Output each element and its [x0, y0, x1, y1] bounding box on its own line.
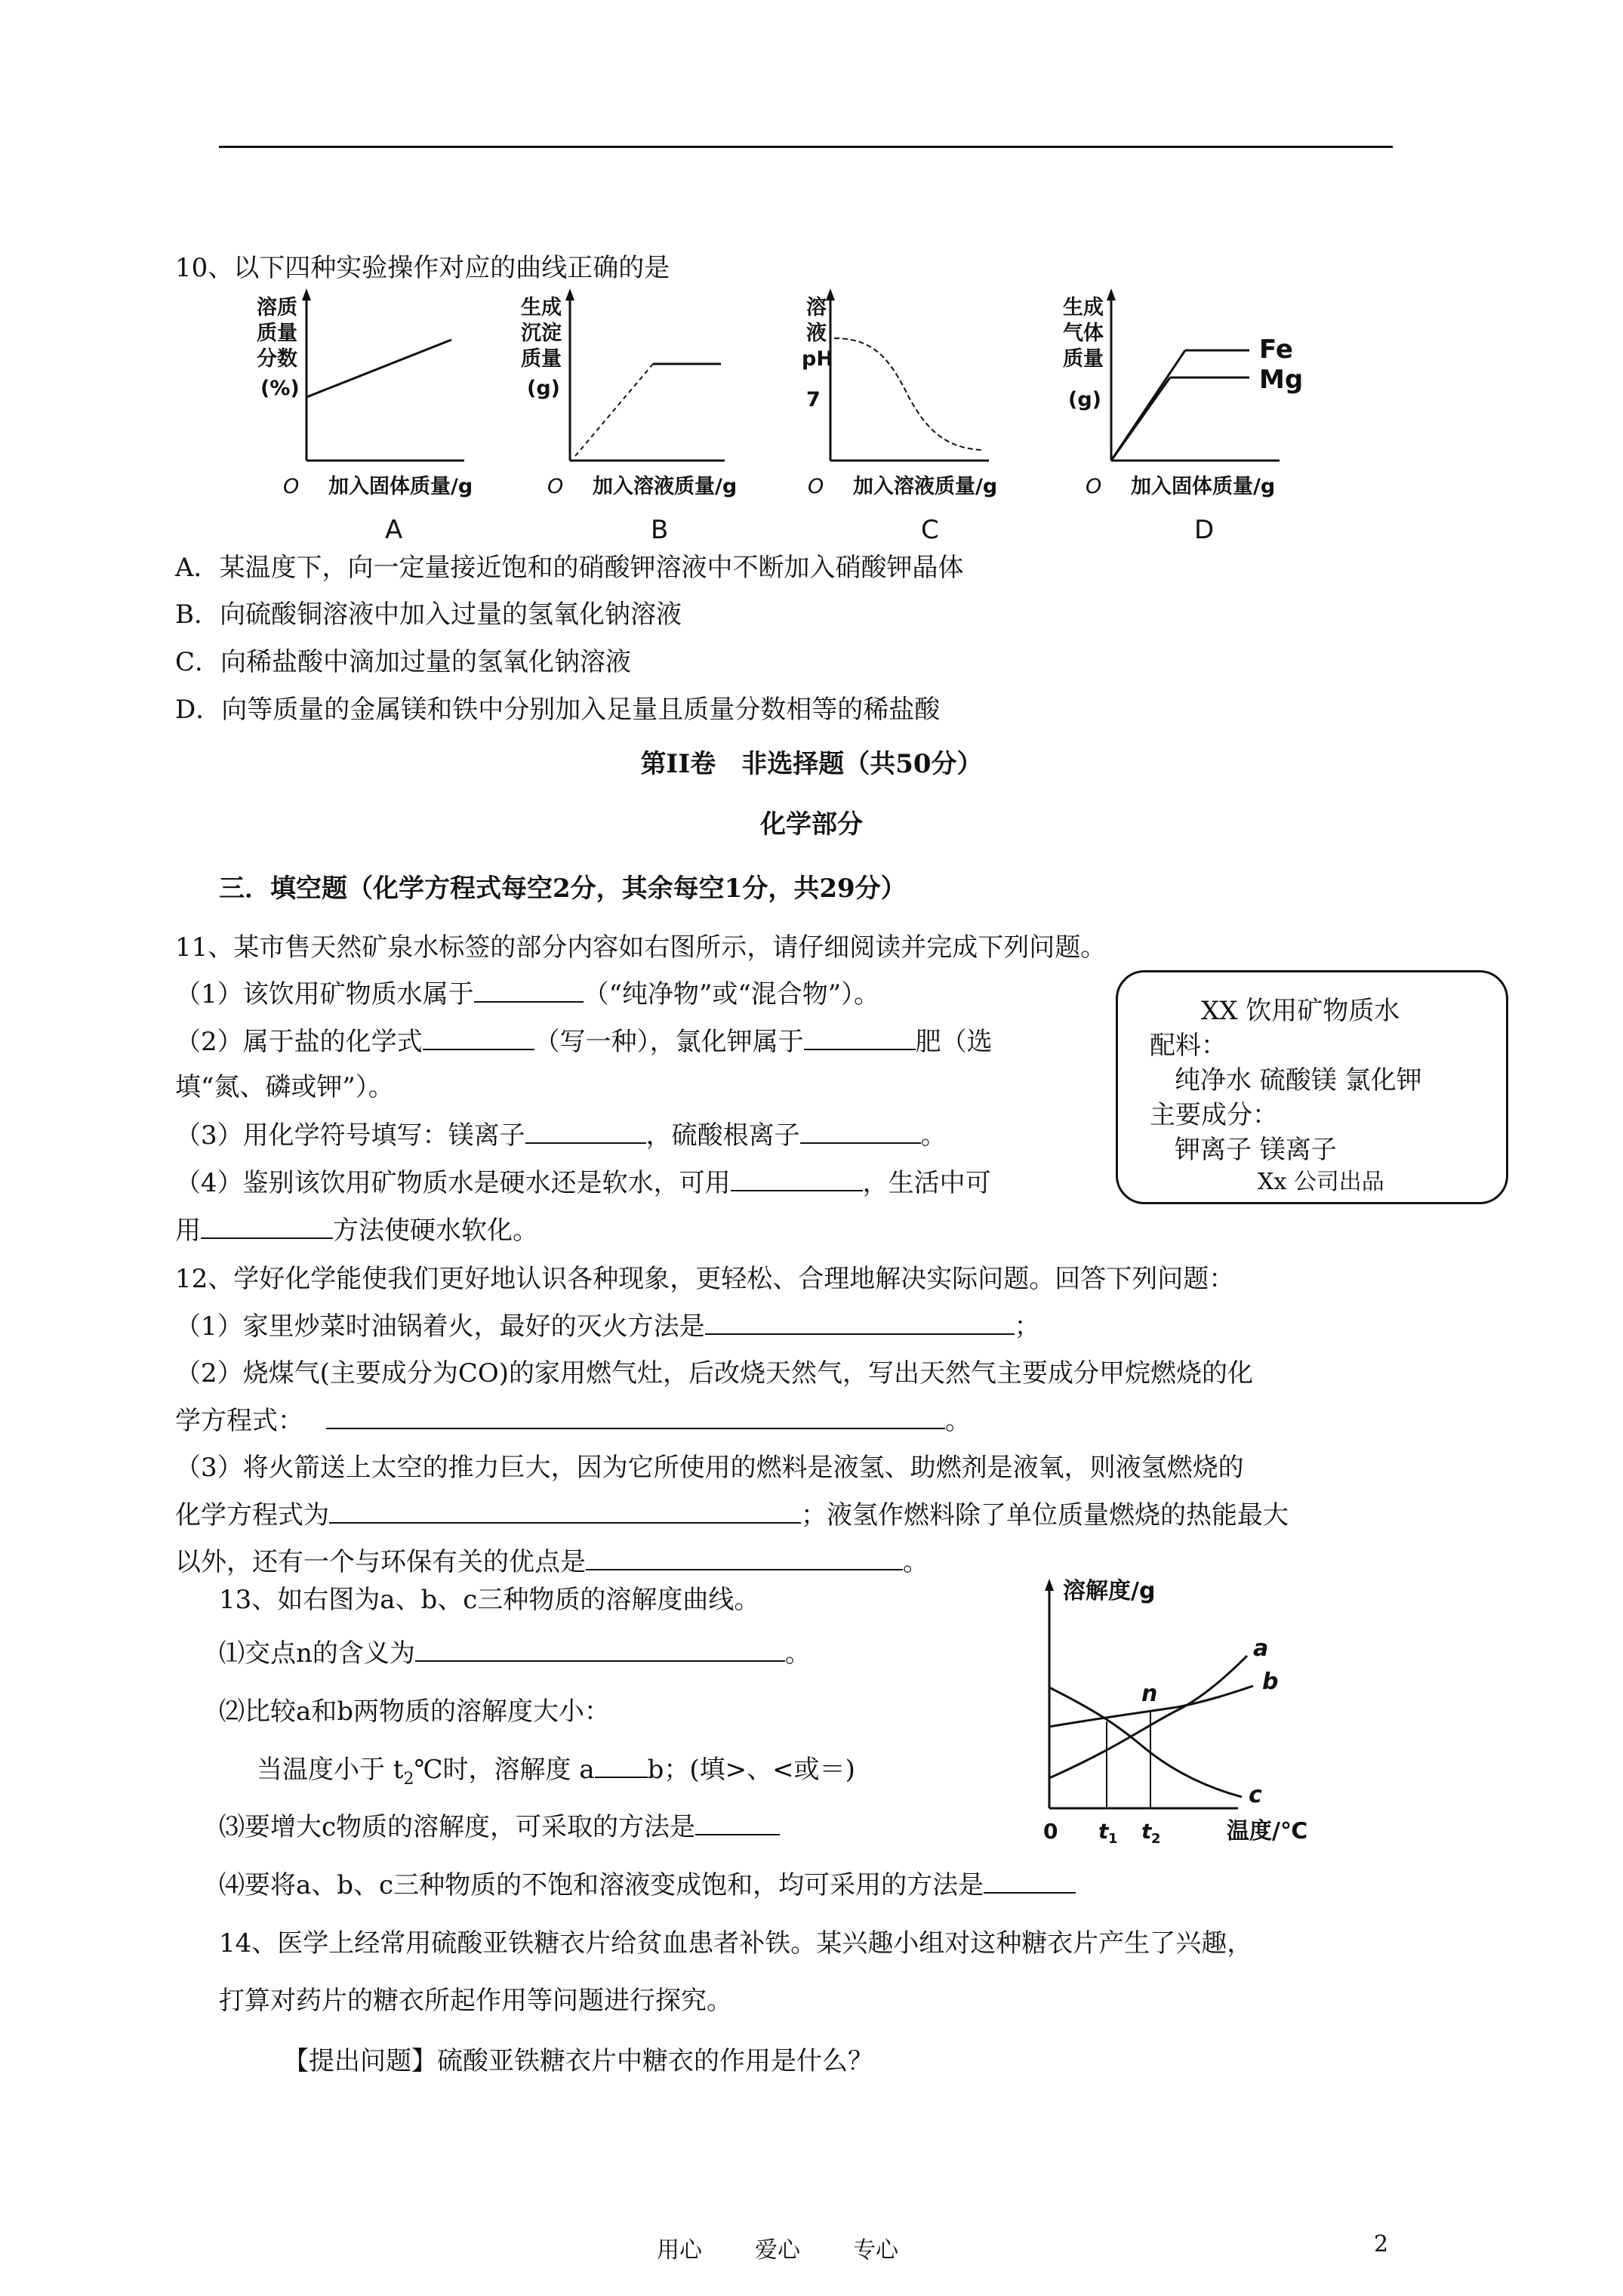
graph-b-ylabel-4: (g)	[527, 377, 561, 400]
label-ingredients-title: 配料：	[1150, 1031, 1227, 1061]
graph-c-ylabel-2: 液	[806, 322, 827, 345]
q11-part4-cont	[175, 1214, 538, 1247]
q12-part1-b: ；	[1014, 1311, 1040, 1342]
q11-blank-4[interactable]	[525, 1120, 646, 1144]
q11-part2-b: （写一种），氯化钾属于	[534, 1027, 804, 1057]
graph-a	[257, 288, 473, 545]
q10-option-b: B．向硫酸铜溶液中加入过量的氢氧化钠溶液	[175, 599, 682, 630]
graph-b-ylabel-3: 质量	[521, 347, 562, 371]
tick-t2: t	[1141, 1819, 1152, 1844]
graph-a-ylabel-1: 溶质	[257, 296, 297, 319]
graph-c-ylabel-1: 溶	[806, 296, 827, 319]
q11-part4-b: ，生活中可	[862, 1168, 991, 1198]
graph-c	[802, 288, 997, 545]
q13-part2: ⑵比较a和b两物质的溶解度大小：	[219, 1697, 611, 1727]
footer-motto-3: 专心	[853, 2237, 898, 2264]
q13-part2-c: b；(填>、<或＝)	[647, 1755, 855, 1785]
graph-b-ylabel-2: 沉淀	[521, 322, 562, 345]
q12-part1-a: （1）家里炒菜时油锅着火，最好的灭火方法是	[175, 1311, 705, 1342]
solubility-origin: 0	[1043, 1819, 1058, 1844]
q11-part3	[175, 1119, 947, 1152]
q11-part4-d: 方法使硬水软化。	[333, 1216, 538, 1246]
graph-a-letter: A	[385, 515, 403, 545]
solubility-chart	[1027, 1574, 1344, 1846]
q12-part2: （2）烧煤气(主要成分为CO)的家用燃气灶，后改烧天然气，写出天然气主要成分甲烷燃烧的化	[175, 1358, 1254, 1388]
q11-part1-a: （1）该饮用矿物质水属于	[175, 979, 474, 1009]
q12-stem: 12、学好化学能使我们更好地认识各种现象，更轻松、合理地解决实际问题。回答下列问题：	[175, 1264, 1235, 1294]
q13-blank-2[interactable]	[595, 1754, 648, 1778]
q12-part3-e: 。	[903, 1547, 929, 1577]
q11-part4	[175, 1166, 991, 1200]
q10-option-d: D．向等质量的金属镁和铁中分别加入足量且质量分数相等的稀盐酸	[175, 695, 941, 725]
q13-blank-4[interactable]	[984, 1869, 1076, 1894]
q12-blank-3[interactable]	[329, 1499, 801, 1524]
q12-part3-d: 以外，还有一个与环保有关的优点是	[175, 1547, 586, 1577]
label-main: 钾离子 镁离子	[1175, 1135, 1337, 1165]
graph-a-ylabel-4: (%)	[260, 377, 300, 400]
q12-blank-2[interactable]	[326, 1405, 945, 1429]
footer-motto-1: 用心	[657, 2237, 702, 2264]
q11-part2-a: （2）属于盐的化学式	[175, 1027, 423, 1057]
graph-c-ylabel-4: 7	[806, 388, 821, 411]
graph-c-letter: C	[921, 515, 939, 545]
q12-part3: （3）将火箭送上太空的推力巨大，因为它所使用的燃料是液氢、助燃剂是液氧，则液氢燃烧的	[175, 1453, 1244, 1483]
graph-d-ylabel-3: 质量	[1063, 347, 1104, 371]
q13-part2-a: 当温度小于 t	[257, 1755, 404, 1785]
graph-d	[1063, 288, 1303, 545]
q12-part2-b: 学方程式：	[175, 1406, 303, 1436]
graph-d-origin: O	[1086, 475, 1102, 498]
footer-motto-2: 爱心	[755, 2237, 800, 2264]
graph-c-ylabel-3: pH	[802, 347, 833, 371]
q13-part3-a: ⑶要增大c物质的溶解度，可采取的方法是	[219, 1812, 696, 1842]
q11-blank-7[interactable]	[201, 1215, 333, 1239]
header-rule	[219, 146, 1393, 148]
q11-stem: 11、某市售天然矿泉水标签的部分内容如右图所示，请仔细阅读并完成下列问题。	[175, 932, 1107, 963]
graph-a-ylabel-3: 分数	[257, 347, 297, 371]
q10-option-a: A．某温度下，向一定量接近饱和的硝酸钾溶液中不断加入硝酸钾晶体	[175, 553, 964, 583]
q11-part4-a: （4）鉴别该饮用矿物质水是硬水还是软水，可用	[175, 1168, 731, 1198]
solubility-point-n: n	[1141, 1681, 1158, 1707]
graph-a-origin: O	[283, 475, 300, 498]
graph-d-curve-mg: Mg	[1259, 365, 1304, 395]
graph-d-ylabel-2: 气体	[1063, 322, 1104, 345]
part2-title: 第II卷 非选择题（共50分）	[640, 749, 983, 779]
graph-a-ylabel-2: 质量	[257, 322, 297, 345]
q13-part1-a: ⑴交点n的含义为	[219, 1638, 415, 1669]
label-main-title: 主要成分：	[1150, 1100, 1278, 1130]
q13-part2-cont	[257, 1753, 855, 1796]
q13-part4-a: ⑷要将a、b、c三种物质的不饱和溶液变成饱和，均可采用的方法是	[219, 1870, 984, 1900]
q11-blank-2[interactable]	[423, 1026, 534, 1050]
q11-part1	[175, 978, 879, 1011]
q13-part3	[219, 1811, 780, 1844]
graph-b	[521, 288, 737, 545]
q13-part4	[219, 1869, 1076, 1902]
q12-part2-c: 。	[945, 1406, 971, 1436]
graph-b-xlabel: 加入溶液质量/g	[593, 475, 738, 498]
q12-part3-cont2	[175, 1546, 929, 1579]
tick-t2-sub: 2	[1151, 1831, 1161, 1846]
q11-part1-b: （“纯净物”或“混合物”）。	[583, 979, 880, 1009]
solubility-xlabel: 温度/℃	[1227, 1818, 1308, 1845]
q14-stem-1: 14、医学上经常用硫酸亚铁糖衣片给贫血患者补铁。某兴趣小组对这种糖衣片产生了兴趣，	[219, 1928, 1253, 1959]
q11-part2-c: 肥（选	[915, 1027, 993, 1057]
graph-a-xlabel: 加入固体质量/g	[328, 475, 473, 498]
q14-stem-2: 打算对药片的糖衣所起作用等问题进行探究。	[219, 1986, 732, 2016]
curve-label-a: a	[1253, 1635, 1269, 1662]
q10-option-c: C．向稀盐酸中滴加过量的氢氧化钠溶液	[175, 647, 632, 677]
q12-part3-cont	[175, 1499, 1289, 1532]
graph-b-letter: B	[651, 515, 669, 545]
q11-blank-5[interactable]	[800, 1120, 921, 1144]
q10-stem: 10、以下四种实验操作对应的曲线正确的是	[175, 253, 670, 283]
curve-label-b: b	[1262, 1669, 1279, 1695]
part2-subtitle: 化学部分	[760, 809, 863, 840]
q11-part3-c: 。	[920, 1120, 947, 1151]
label-ingredients: 纯净水 硫酸镁 氯化钾	[1175, 1065, 1422, 1096]
graph-d-curve-fe: Fe	[1259, 334, 1293, 365]
graph-b-origin: O	[547, 475, 564, 498]
q11-part3-a: （3）用化学符号填写：镁离子	[175, 1120, 525, 1151]
graph-d-letter: D	[1194, 515, 1215, 545]
q10-graphs	[226, 285, 1344, 557]
q12-blank-1[interactable]	[705, 1311, 1015, 1335]
page-number: 2	[1374, 2231, 1389, 2257]
q13-part1	[219, 1637, 811, 1670]
label-title: XX 饮用矿物质水	[1201, 996, 1400, 1026]
graph-d-ylabel-1: 生成	[1063, 296, 1104, 319]
q11-part2-cont: 填“氮、磷或钾”）。	[175, 1072, 394, 1102]
graph-c-xlabel: 加入溶液质量/g	[853, 475, 998, 498]
q12-part3-c: ；液氢作燃料除了单位质量燃烧的热能最大	[801, 1500, 1289, 1530]
tick-t1-sub: 1	[1108, 1831, 1118, 1846]
q13-blank-3[interactable]	[695, 1811, 780, 1835]
graph-d-ylabel-4: (g)	[1068, 388, 1102, 411]
q12-part1	[175, 1310, 1040, 1343]
solubility-ylabel: 溶解度/g	[1063, 1578, 1156, 1604]
mineral-water-label	[1116, 970, 1508, 1204]
q11-part4-c: 用	[175, 1216, 201, 1246]
q12-part3-b: 化学方程式为	[175, 1500, 329, 1530]
q12-part2-cont	[175, 1404, 971, 1438]
graph-c-origin: O	[808, 475, 824, 498]
q13-part2-sub: 2	[403, 1769, 414, 1789]
label-maker: Xx 公司出品	[1258, 1169, 1384, 1195]
q13-blank-1[interactable]	[415, 1638, 785, 1662]
q11-blank-6[interactable]	[731, 1167, 863, 1191]
section3-title: 三．填空题（化学方程式每空2分，其余每空1分，共29分）	[219, 874, 907, 904]
q13-part2-b: ℃时，溶解度 a	[414, 1755, 595, 1785]
graph-d-xlabel: 加入固体质量/g	[1131, 475, 1276, 498]
q12-blank-4[interactable]	[586, 1546, 903, 1570]
q13-part1-b: 。	[784, 1638, 811, 1669]
q13-stem: 13、如右图为a、b、c三种物质的溶解度曲线。	[219, 1585, 760, 1615]
q14-question: 【提出问题】硫酸亚铁糖衣片中糖衣的作用是什么？	[283, 2046, 873, 2076]
q11-blank-1[interactable]	[474, 978, 584, 1003]
curve-label-c: c	[1249, 1782, 1262, 1808]
q11-part3-b: ，硫酸根离子	[645, 1120, 800, 1151]
q11-blank-3[interactable]	[804, 1026, 916, 1050]
tick-t1: t	[1098, 1819, 1109, 1844]
graph-b-ylabel-1: 生成	[521, 296, 562, 319]
q11-part2	[175, 1025, 993, 1059]
